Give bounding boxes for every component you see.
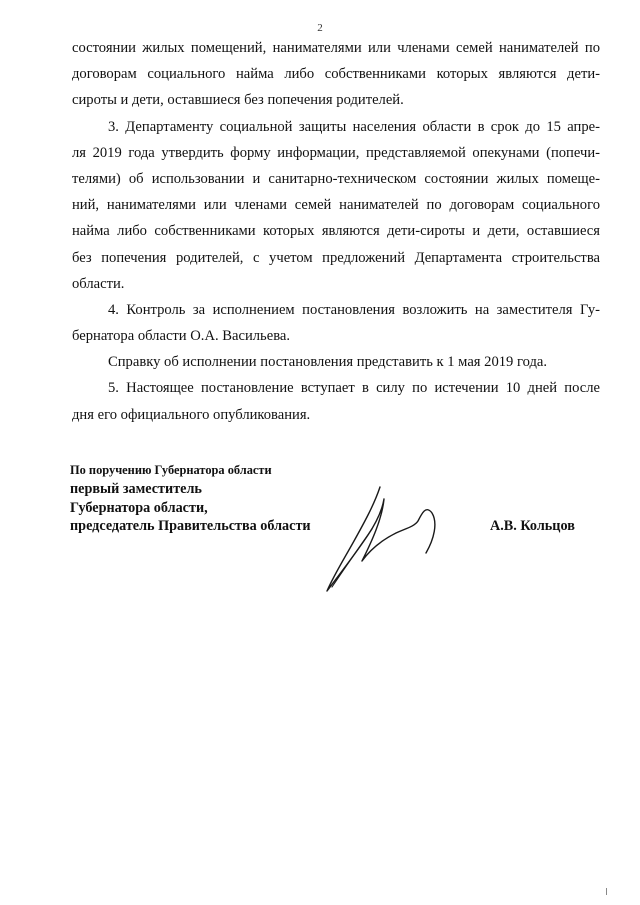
page-number: 2 bbox=[317, 22, 323, 34]
scan-edge-mark bbox=[606, 888, 607, 895]
paragraph-2-line-4: ний, нанимателями или членами семей нанимателей по договорам социального bbox=[72, 197, 600, 214]
signer-title-line-1: первый заместитель bbox=[70, 481, 202, 497]
paragraph-2-line-3: телями) об использовании и санитарно-техническом состоянии жилых помеще- bbox=[72, 170, 600, 187]
paragraph-5-line-1: 5. Настоящее постановление вступает в силу по истечении 10 дней после bbox=[108, 380, 600, 397]
paragraph-3-line-1: 4. Контроль за исполнением постановления возложить на заместителя Гу- bbox=[108, 301, 600, 318]
signature-instruction: По поручению Губернатора области bbox=[70, 463, 272, 477]
handwritten-signature bbox=[322, 483, 452, 598]
document-body bbox=[72, 35, 600, 428]
paragraph-2-line-2: ля 2019 года утвердить форму информации, представляемой опекунами (попечи- bbox=[72, 144, 600, 161]
paragraph-3-line-2: бернатора области О.А. Васильева. bbox=[72, 328, 291, 345]
paragraph-4-line-1: Справку об исполнении постановления представить к 1 мая 2019 года. bbox=[108, 354, 548, 371]
paragraph-2-line-5: найма либо собственниками которых являются дети-сироты и дети, оставшиеся bbox=[72, 223, 600, 240]
signer-title-line-3: председатель Правительства области bbox=[70, 518, 311, 534]
paragraph-1-line-3: сироты и дети, оставшиеся без попечения родителей. bbox=[72, 92, 404, 109]
signer-title-line-2: Губернатора области, bbox=[70, 500, 208, 516]
paragraph-2-line-1: 3. Департаменту социальной защиты населения области в срок до 15 апре- bbox=[108, 118, 600, 135]
signer-name: А.В. Кольцов bbox=[490, 518, 575, 534]
paragraph-2-line-6: без попечения родителей, с учетом предложений Департамента строительства bbox=[72, 249, 600, 266]
paragraph-5-line-2: дня его официального опубликования. bbox=[72, 406, 311, 423]
paragraph-1-line-1: состоянии жилых помещений, нанимателями или членами семей нанимателей по bbox=[72, 40, 600, 56]
paragraph-1-line-2: договорам социального найма либо собственниками которых являются дети- bbox=[72, 66, 600, 83]
paragraph-2-line-7: области. bbox=[72, 275, 125, 292]
